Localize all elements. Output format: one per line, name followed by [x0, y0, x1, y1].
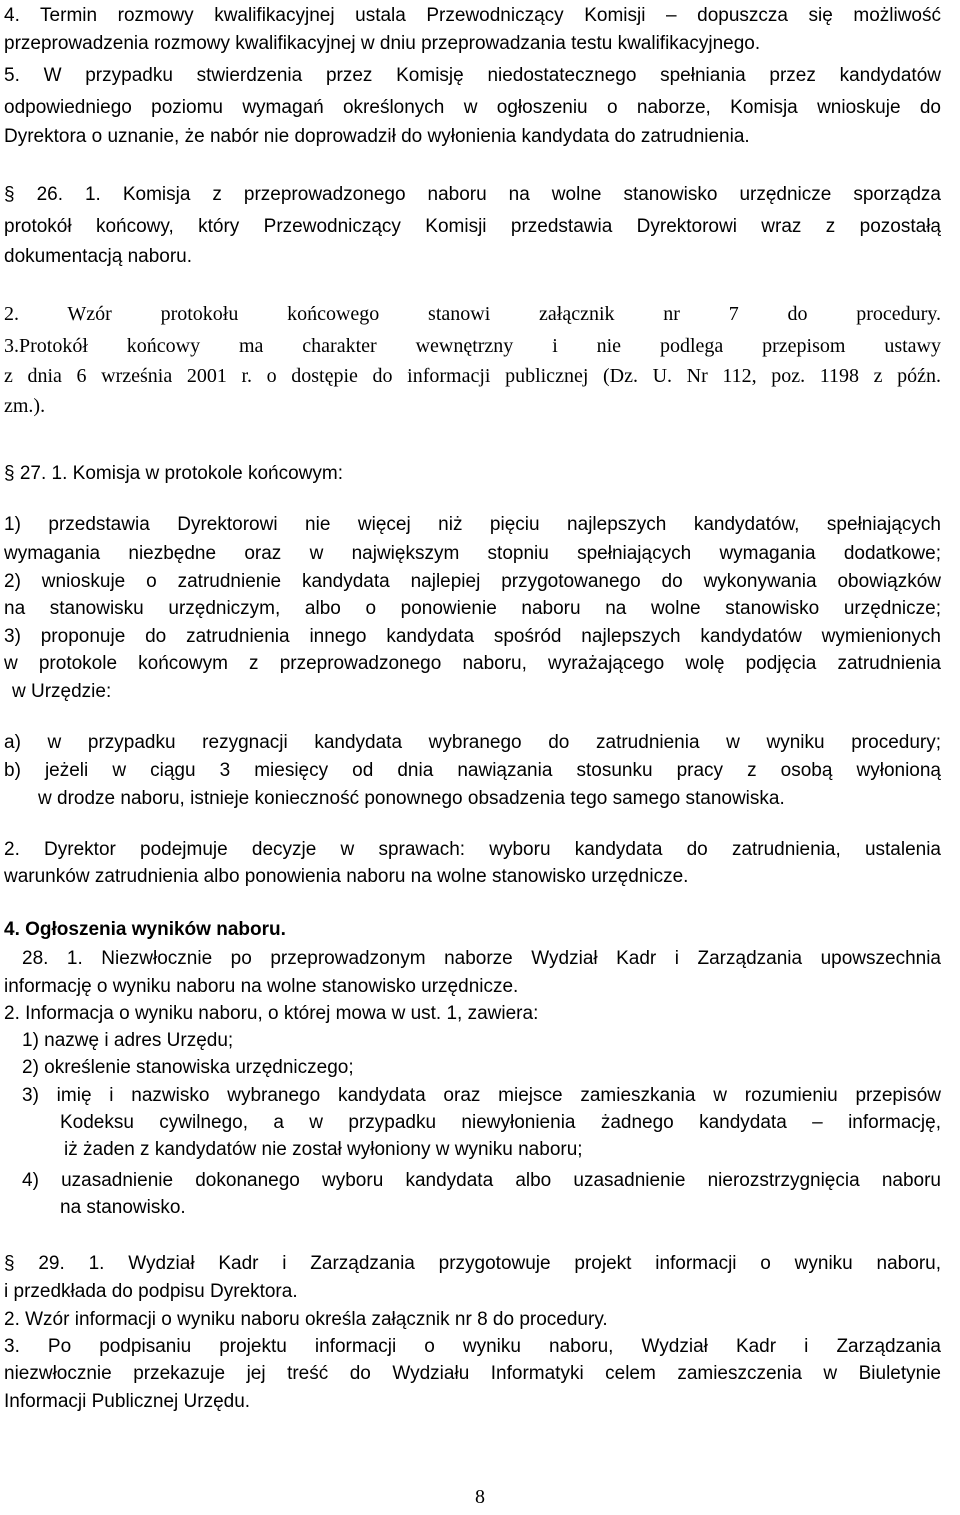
section-29-line: niezwłocznie przekazuje jej treść do Wydziału Informatyki celem zamieszczenia w Biuletynie [4, 1363, 941, 1384]
section-28-list-item: 3) imię i nazwisko wybranego kandydata oraz miejsce zamieszkania w rozumieniu przepisów [22, 1085, 941, 1106]
section-28-list-item: 1) nazwę i adres Urzędu; [22, 1030, 234, 1051]
section-27-line: 2) wnioskuje o zatrudnienie kandydata najlepiej przygotowanego do wykonywania obowiązków [4, 571, 941, 592]
section-27-heading: § 27. 1. Komisja w protokole końcowym: [4, 463, 343, 484]
section-28-list-item: 4) uzasadnienie dokonanego wyboru kandydata albo uzasadnienie nierozstrzygnięcia naboru [22, 1170, 941, 1191]
section-27-line: w Urzędzie: [12, 681, 112, 702]
section-27-line: w protokole końcowym z przeprowadzonego naboru, wyrażającego wolę podjęcia zatrudnienia [4, 653, 941, 674]
section-28-line: 2. Informacja o wyniku naboru, o której mowa w ust. 1, zawiera: [4, 1003, 539, 1024]
section-27-line: na stanowisku urzędniczym, albo o ponowienie naboru na wolne stanowisko urzędnicze; [4, 598, 941, 619]
section-28-line: 28. 1. Niezwłocznie po przeprowadzonym naborze Wydział Kadr i Zarządzania upowszechnia [22, 948, 941, 969]
section-29-line: i przedkłada do podpisu Dyrektora. [4, 1281, 298, 1302]
paragraph-5-line: 5. W przypadku stwierdzenia przez Komisję niedostatecznego spełniania przez kandydatów [4, 65, 941, 86]
section-27-line: wymagania niezbędne oraz w największym stopniu spełniających wymagania dodatkowe; [4, 543, 941, 564]
section-27-line: 3) proponuje do zatrudnienia innego kandydata spośród najlepszych kandydatów wymienionych [4, 626, 941, 647]
section-27-line: warunków zatrudnienia albo ponowienia naboru na wolne stanowisko urzędnicze. [4, 866, 689, 887]
section-28-list-item: Kodeksu cywilnego, a w przypadku niewyłonienia żadnego kandydata – informację, [60, 1112, 941, 1133]
section-27-line: 1) przedstawia Dyrektorowi nie więcej niż pięciu najlepszych kandydatów, spełniających [4, 514, 941, 535]
section-28-list-item: na stanowisko. [60, 1197, 186, 1218]
section-26-line: 2. Wzór protokołu końcowego stanowi załącznik nr 7 do procedury. [4, 303, 941, 325]
section-26-line: § 26. 1. Komisja z przeprowadzonego naboru na wolne stanowisko urzędnicze sporządza [4, 184, 941, 205]
section-29-line: § 29. 1. Wydział Kadr i Zarządzania przygotowuje projekt informacji o wyniku naboru, [4, 1253, 941, 1274]
section-26-line: z dnia 6 września 2001 r. o dostępie do informacji publicznej (Dz. U. Nr 112, poz. 1198 z późn. [4, 365, 941, 387]
section-29-line: 2. Wzór informacji o wyniku naboru określa załącznik nr 8 do procedury. [4, 1309, 608, 1330]
section-29-line: Informacji Publicznej Urzędu. [4, 1391, 251, 1412]
section-28-line: informację o wyniku naboru na wolne stanowisko urzędnicze. [4, 976, 519, 997]
paragraph-4-line: 4. Termin rozmowy kwalifikacyjnej ustala Przewodniczący Komisji – dopuszcza się możliwość [4, 5, 941, 26]
section-29-line: 3. Po podpisaniu projektu informacji o wyniku naboru, Wydział Kadr i Zarządzania [4, 1336, 941, 1357]
section-27-subitem: a) w przypadku rezygnacji kandydata wybranego do zatrudnienia w wyniku procedury; [4, 732, 941, 753]
paragraph-4-line: przeprowadzenia rozmowy kwalifikacyjnej w dniu przeprowadzania testu kwalifikacyjnego. [4, 33, 761, 54]
section-27-subitem: b) jeżeli w ciągu 3 miesięcy od dnia nawiązania stosunku pracy z osobą wyłonioną [4, 760, 941, 781]
section-27-line: 2. Dyrektor podejmuje decyzje w sprawach: wyboru kandydata do zatrudnienia, ustalenia [4, 839, 941, 860]
section-26-line: protokół końcowy, który Przewodniczący Komisji przedstawia Dyrektorowi wraz z pozostałą [4, 216, 941, 237]
page-number: 8 [475, 1486, 485, 1508]
paragraph-5-line: odpowiedniego poziomu wymagań określonych w ogłoszeniu o naborze, Komisja wnioskuje do [4, 97, 941, 118]
section-28-list-item: 2) określenie stanowiska urzędniczego; [22, 1057, 354, 1078]
section-26-line: dokumentacją naboru. [4, 246, 193, 267]
section-26-line: zm.). [4, 395, 46, 417]
section-26-line: 3.Protokół końcowy ma charakter wewnętrzny i nie podlega przepisom ustawy [4, 335, 941, 357]
section-27-subitem: w drodze naboru, istnieje konieczność ponownego obsadzenia tego samego stanowiska. [38, 788, 785, 809]
section-28-list-item: iż żaden z kandydatów nie został wyłoniony w wyniku naboru; [64, 1139, 583, 1160]
paragraph-5-line: Dyrektora o uznanie, że nabór nie doprowadził do wyłonienia kandydata do zatrudnienia. [4, 126, 750, 147]
chapter-heading: 4. Ogłoszenia wyników naboru. [4, 919, 286, 940]
